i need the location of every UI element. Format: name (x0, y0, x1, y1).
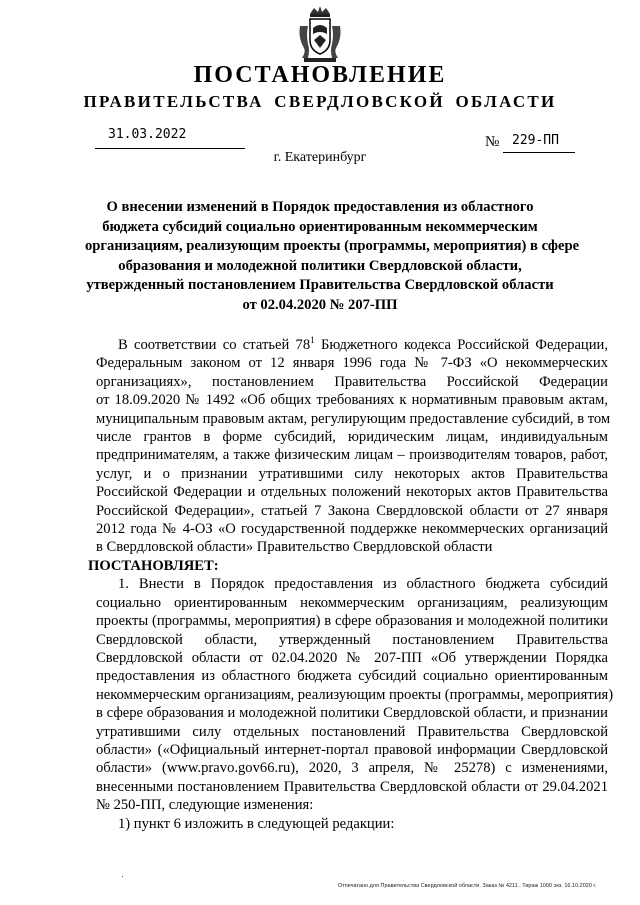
paragraph-line: области» («Официальный интернет-портал правовой информации Свердловской (96, 741, 608, 758)
document-title: ПОСТАНОВЛЕНИЕ (193, 62, 447, 88)
paragraph-line: от 18.09.2020 № 1492 «Об общих требованиях к нормативным правовым актам, (96, 392, 608, 409)
paragraph-line: утратившими силу отдельных постановлений Правительства Свердловской (96, 723, 608, 740)
date-underline (95, 148, 245, 149)
document-date: 31.03.2022 (108, 127, 187, 142)
heading-line: образования и молодежной политики Свердловской области, (118, 257, 522, 274)
paragraph-line: предпринимателям, а также физическим лицам – производителям товаров, работ, (96, 447, 608, 464)
paragraph-last-line: в Свердловской области» Правительство Свердловской области (96, 539, 493, 556)
paragraph-line: организациях», постановлением Правительства Российской Федерации (96, 373, 608, 390)
document-body (88, 335, 614, 833)
paragraph-line: предоставления из областного бюджета субсидий социально ориентированным (96, 668, 608, 685)
paragraph-line: в сфере образования и молодежной политики Свердловской области, и признании (96, 705, 608, 722)
paragraph-line: Федеральным законом от 12 января 1996 года № 7-ФЗ «О некоммерческих (96, 355, 608, 372)
resolves-label: ПОСТАНОВЛЯЕТ: (88, 557, 219, 574)
heading-line: утвержденный постановлением Правительства Свердловской области (86, 277, 554, 293)
paragraph-line: услуг, и о признании утратившими силу некоторых актов Правительства (96, 465, 608, 482)
paragraph-line: Российской Федерации», статьей 7 Закона Свердловской области от 27 января (96, 502, 608, 519)
scan-speck (122, 876, 123, 877)
paragraph-line: муниципальным правовым актам, регулирующим предоставление субсидий, в том (96, 410, 611, 427)
paragraph-line: числе грантов в форме субсидий, юридическим лицам, индивидуальным (96, 429, 608, 446)
heading-line: от 02.04.2020 № 207-ПП (242, 296, 398, 313)
paragraph-line: Российской Федерации и отдельных положений некоторых актов Правительства (96, 484, 608, 501)
document-city: г. Екатеринбург (273, 150, 367, 165)
heading-line: бюджета субсидий социально ориентированным некоммерческим (102, 218, 538, 235)
paragraph-line: проекты (программы, мероприятия) в сфере образования и молодежной политики (96, 613, 608, 630)
paragraph-line: 2012 года № 4-ОЗ «О государственной поддержке некоммерческих организаций (96, 521, 608, 538)
paragraph-line: внесенными постановлением Правительства Свердловской области от 29.04.2021 (96, 778, 608, 795)
paragraph-line: некоммерческим организациям, реализующим проекты (программы, мероприятия) (96, 686, 614, 703)
paragraph-line: Свердловской области, утвержденный постановлением Правительства (96, 631, 608, 648)
paragraph-first-line: 1. Внести в Порядок предоставления из областного бюджета субсидий (118, 576, 608, 593)
document-number: 229-ПП (512, 133, 559, 148)
number-sign: № (485, 134, 500, 150)
heading-line: О внесении изменений в Порядок предоставления из областного (106, 199, 534, 215)
heading-line: организациям, реализующим проекты (программы, мероприятия) в сфере (85, 238, 580, 254)
list-item: 1) пункт 6 изложить в следующей редакции: (118, 815, 395, 832)
print-footer: Отпечатано для Правительства Свердловской области. Заказ № 4211 . Тираж 1000 экз. 16.10.2020 г. (338, 883, 597, 889)
paragraph-last-line: № 250-ПП, следующие изменения: (96, 797, 314, 814)
coat-of-arms-icon (296, 4, 344, 64)
paragraph-line: области» (www.pravo.gov66.ru), 2020, 3 апреля, № 25278) с изменениями, (96, 760, 608, 777)
paragraph-line: Свердловской области от 02.04.2020 № 207-ПП «Об утверждении Порядка (96, 649, 608, 666)
paragraph-line: социально ориентированным некоммерческим организациям, реализующим (96, 594, 608, 611)
document-heading (85, 198, 580, 315)
document-issuer: ПРАВИТЕЛЬСТВА СВЕРДЛОВСКОЙ ОБЛАСТИ (83, 92, 557, 111)
paragraph-first-line: В соответствии со статьей $78^1$ Бюджетного кодекса Российской Федерации, (118, 335, 608, 353)
